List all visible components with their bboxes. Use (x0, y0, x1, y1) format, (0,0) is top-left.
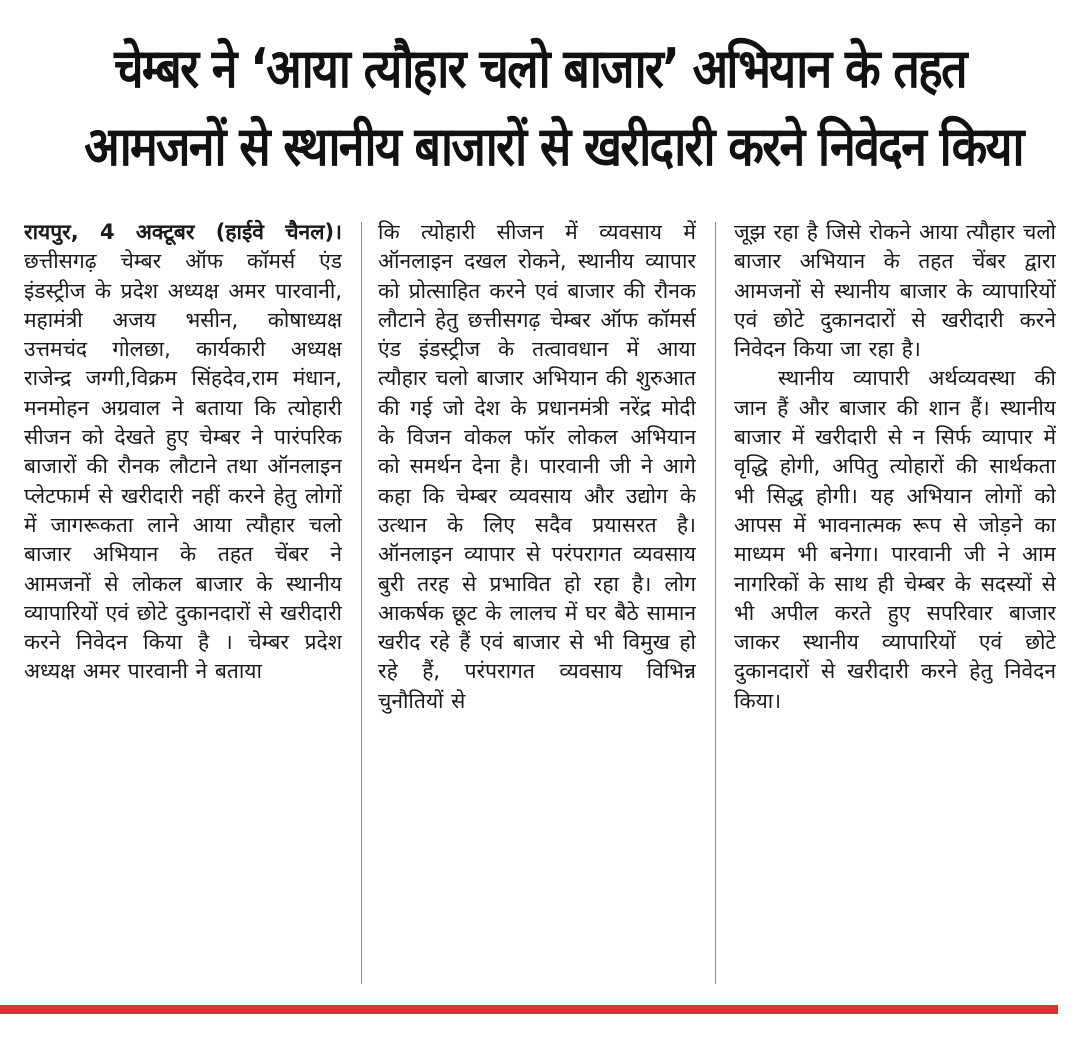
article-body (24, 218, 1056, 988)
bottom-accent-bar (0, 1005, 1058, 1014)
article-paragraph (24, 218, 342, 687)
headline-line-1: चेम्बर ने ‘आया त्यौहार चलो बाजार’ अभियान के तहत (114, 37, 966, 100)
column-3-paragraph-1: जूझ रहा है जिसे रोकने आया त्यौहार चलो बाजार अभियान के तहत चेंबर द्वारा आमजनों से स्थानीय बाजार के व्यापारियों एवं छोटे दुकानदारों से खरीदारी करने निवेदन किया जा रहा है। (734, 220, 1056, 362)
article-column-1 (24, 218, 342, 988)
headline-line-2: आमजनों से स्थानीय बाजारों से खरीदारी करने निवेदन किया (84, 115, 1023, 178)
dateline: रायपुर, 4 अक्टूबर (हाईवे चैनल)। (24, 220, 342, 244)
column-divider (715, 222, 716, 984)
headline (10, 30, 1070, 186)
column-3-paragraph-2: स्थानीय व्यापारी अर्थव्यवस्था की जान हैं और बाजार की शान हैं। स्थानीय बाजार में खरीदारी से न सिर्फ व्यापार में वृद्धि होगी, अपितु त्योहारों की सार्थकता भी सिद्ध होगी। यह अभियान लोगों को आपस में भावनात्मक रूप से जोड़ने का माध्यम भी बनेगा। पारवानी जी ने आम नागरिकों के साथ ही चेम्बर के सदस्यों से भी अपील करते हुए सपरिवार बाजार जाकर स्थानीय व्यापारियों एवं छोटे दुकानदारों से खरीदारी करने हेतु निवेदन किया। (734, 366, 1056, 713)
column-1-text: छत्तीसगढ़ चेम्बर ऑफ कॉमर्स एंड इंडस्ट्रीज के प्रदेश अध्यक्ष अमर पारवानी, महामंत्री अजय भसीन, कोषाध्यक्ष उत्तमचंद गोलछा, कार्यकारी अध्यक्ष राजेन्द्र जग्गी,विक्रम सिंहदेव,राम मंधान, मनमोहन अग्रवाल ने बताया कि त्योहारी सीजन को देखते हुए चेम्बर ने पारंपरिक बाजारों की रौनक लौटाने तथा ऑनलाइन प्लेटफार्म से खरीदारी नहीं करने हेतु लोगों में जागरूकता लाने आया त्यौहार चलो बाजार अभियान के तहत चेंबर ने आमजनों से लोकल बाजार के स्थानीय व्यापारियों एवं छोटे दुकानदारों से खरीदारी करने निवेदन किया है । चेम्बर प्रदेश अध्यक्ष अमर पारवानी ने बताया (24, 249, 342, 684)
column-2-text: कि त्योहारी सीजन में व्यवसाय में ऑनलाइन दखल रोकने, स्थानीय व्यापार को प्रोत्साहित करने एवं बाजार की रौनक लौटाने हेतु छत्तीसगढ़ चेम्बर ऑफ कॉमर्स एंड इंडस्ट्रीज के तत्वावधान में आया त्यौहार चलो बाजार अभियान की शुरुआत की गई जो देश के प्रधानमंत्री नरेंद्र मोदी के विजन वोकल फॉर लोकल अभियान को समर्थन देना है। पारवानी जी ने आगे कहा कि चेम्बर व्यवसाय और उद्योग के उत्थान के लिए सदैव प्रयासरत है। ऑनलाइन व्यापार से परंपरागत व्यवसाय बुरी तरह से प्रभावित हो रहा है। लोग आकर्षक छूट के लालच में घर बैठे सामान खरीद रहे हैं एवं बाजार से भी विमुख हो रहे हैं, परंपरागत व्यवसाय विभिन्न चुनौतियों से (378, 220, 696, 713)
column-divider (361, 222, 362, 984)
article-column-2 (378, 218, 696, 988)
article-column-3 (734, 218, 1056, 988)
